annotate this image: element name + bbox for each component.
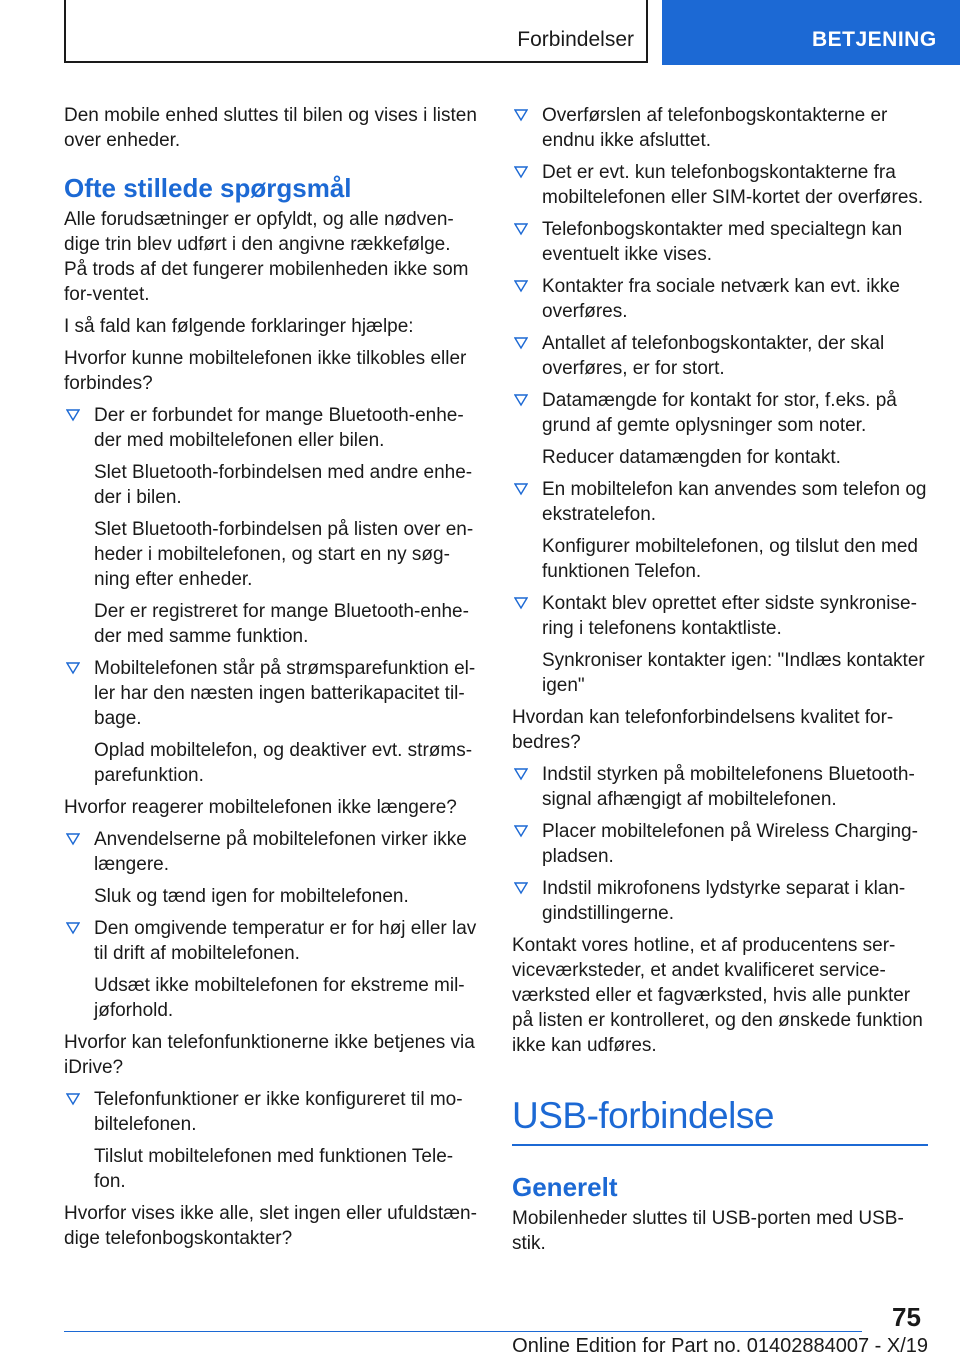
paragraph: I så fald kan følgende forklaringer hjælpe: <box>64 316 414 337</box>
footer-divider <box>64 1331 862 1332</box>
list-item-detail: Udsæt ikke mobiltelefonen for ekstreme mil-jøforhold. <box>94 975 465 1021</box>
list-item-detail: Slet Bluetooth-forbindelsen på listen over en-heder i mobiltelefonen, og start en ny søg-ning efter enheder. <box>94 519 474 590</box>
list-item-detail: Oplad mobiltelefon, og deaktiver evt. strøms-parefunktion. <box>94 740 473 786</box>
list-item: Mobiltelefonen står på strømsparefunktion el-ler har den næsten ingen batterikapacitet til-bage. <box>64 656 478 731</box>
triangle-bullet-icon <box>514 108 528 122</box>
list-item: Kontakt blev oprettet efter sidste synkronise-ring i telefonens kontaktliste. <box>512 591 928 641</box>
paragraph: Alle forudsætninger er opfyldt, og alle nødven-dige trin blev udført i den angivne rækkefølge. På trods af det fungerer mobilenheden ikke som for-ventet. <box>64 209 469 305</box>
list-item: Overførslen af telefonbogskontakterne er endnu ikke afsluttet. <box>512 103 928 153</box>
list-item: Anvendelserne på mobiltelefonen virker ikke længere. <box>64 827 478 877</box>
question: Hvorfor vises ikke alle, slet ingen eller ufuldstæn-dige telefonbogskontakter? <box>64 1203 477 1249</box>
header-section-box <box>64 0 648 63</box>
list-item: Antallet af telefonbogskontakter, der skal overføres, er for stort. <box>512 331 928 381</box>
header-section-title: Forbindelser <box>517 28 634 51</box>
page-number: 75 <box>892 1302 921 1332</box>
list-item: Der er forbundet for mange Bluetooth-enhe-der med mobiltelefonen eller bilen. <box>64 403 478 453</box>
list-item: Den omgivende temperatur er for høj eller lav til drift af mobiltelefonen. <box>64 916 478 966</box>
triangle-bullet-icon <box>66 921 80 935</box>
list-item: Indstil mikrofonens lydstyrke separat i klan-gindstillingerne. <box>512 876 928 926</box>
list-item-detail: Der er registreret for mange Bluetooth-enhe-der med samme funktion. <box>94 601 469 647</box>
triangle-bullet-icon <box>514 767 528 781</box>
list-item: Telefonfunktioner er ikke konfigureret til mo-biltelefonen. <box>64 1087 478 1137</box>
triangle-bullet-icon <box>66 661 80 675</box>
list-item: En mobiltelefon kan anvendes som telefon og ekstratelefon. <box>512 477 928 527</box>
triangle-bullet-icon <box>514 279 528 293</box>
list-item-detail: Sluk og tænd igen for mobiltelefonen. <box>94 886 409 907</box>
triangle-bullet-icon <box>66 832 80 846</box>
list-item: Det er evt. kun telefonbogskontakterne fra mobiltelefonen eller SIM-kortet der overføres. <box>512 160 928 210</box>
footer-edition: Online Edition for Part no. 01402884007 - X/19 <box>512 1335 928 1357</box>
triangle-bullet-icon <box>514 824 528 838</box>
triangle-bullet-icon <box>514 596 528 610</box>
triangle-bullet-icon <box>66 1092 80 1106</box>
list-item-detail: Tilslut mobiltelefonen med funktionen Tele-fon. <box>94 1146 454 1192</box>
question: Hvorfor kan telefonfunktionerne ikke betjenes via iDrive? <box>64 1032 475 1078</box>
question: Hvorfor reagerer mobiltelefonen ikke længere? <box>64 797 457 818</box>
triangle-bullet-icon <box>66 408 80 422</box>
triangle-bullet-icon <box>514 165 528 179</box>
general-heading: Generelt <box>512 1172 618 1202</box>
page-header <box>0 0 960 66</box>
list-item-detail: Slet Bluetooth-forbindelsen med andre enhe-der i bilen. <box>94 462 473 508</box>
triangle-bullet-icon <box>514 393 528 407</box>
triangle-bullet-icon <box>514 881 528 895</box>
list-item: Indstil styrken på mobiltelefonens Bluetooth-signal afhængigt af mobiltelefonen. <box>512 762 928 812</box>
question: Hvorfor kunne mobiltelefonen ikke tilkobles eller forbindes? <box>64 348 467 394</box>
list-item: Kontakter fra sociale netværk kan evt. ikke overføres. <box>512 274 928 324</box>
list-item: Telefonbogskontakter med specialtegn kan eventuelt ikke vises. <box>512 217 928 267</box>
triangle-bullet-icon <box>514 336 528 350</box>
list-item: Datamængde for kontakt for stor, f.eks. på grund af gemte oplysninger som noter. <box>512 388 928 438</box>
general-text: Mobilenheder sluttes til USB-porten med USB-stik. <box>512 1208 904 1254</box>
list-item: Placer mobiltelefonen på Wireless Charging-pladsen. <box>512 819 928 869</box>
header-chapter-tab <box>662 0 960 65</box>
header-chapter-title: BETJENING <box>812 28 937 51</box>
faq-heading: Ofte stillede spørgsmål <box>64 173 352 203</box>
contact-paragraph: Kontakt vores hotline, et af producentens ser-viceværksteder, et andet kvalificeret service-værksted eller et fagværksted, hvis alle punkter på listen er kontrolleret, og den ønskede funktion ikke kan udføres. <box>512 935 923 1056</box>
usb-heading: USB-forbindelse <box>512 1094 928 1146</box>
question: Hvordan kan telefonforbindelsens kvalitet for-bedres? <box>512 707 894 753</box>
right-column <box>512 103 928 1263</box>
left-column <box>64 103 478 1258</box>
list-item-detail: Konfigurer mobiltelefonen, og tilslut den med funktionen Telefon. <box>542 536 919 582</box>
triangle-bullet-icon <box>514 222 528 236</box>
triangle-bullet-icon <box>514 482 528 496</box>
intro-text: Den mobile enhed sluttes til bilen og vises i listen over enheder. <box>64 105 477 151</box>
list-item-detail: Synkroniser kontakter igen: "Indlæs kontakter igen" <box>542 650 925 696</box>
list-item-detail: Reducer datamængden for kontakt. <box>542 447 841 468</box>
